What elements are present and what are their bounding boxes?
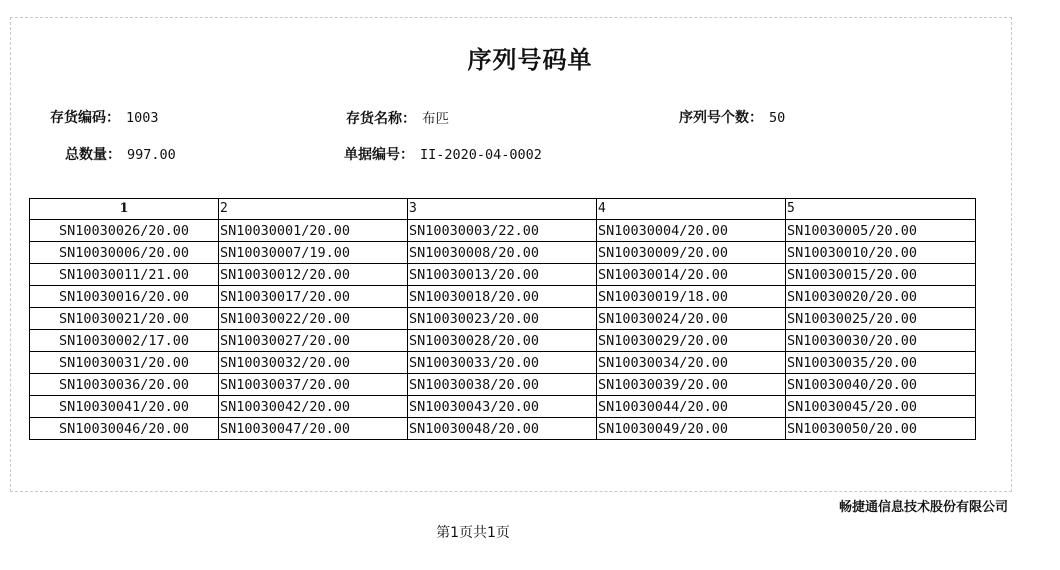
inventory-name-field — [346, 107, 449, 128]
serial-cell: SN10030029/20.00 — [597, 330, 786, 352]
serial-cell: SN10030016/20.00 — [30, 286, 219, 308]
serial-cell: SN10030033/20.00 — [408, 352, 597, 374]
serial-cell: SN10030039/20.00 — [597, 374, 786, 396]
document-title: 序列号码单 — [467, 45, 593, 74]
document-number-value: II-2020-04-0002 — [420, 147, 542, 163]
serial-cell: SN10030012/20.00 — [219, 264, 408, 286]
serial-cell: SN10030007/19.00 — [219, 242, 408, 264]
serial-cell: SN10030031/20.00 — [30, 352, 219, 374]
inventory-name-value: 布匹 — [422, 111, 449, 127]
total-quantity-field — [65, 144, 176, 164]
serial-cell: SN10030006/20.00 — [30, 242, 219, 264]
serial-cell: SN10030044/20.00 — [597, 396, 786, 418]
serial-cell: SN10030035/20.00 — [786, 352, 976, 374]
serial-cell: SN10030045/20.00 — [786, 396, 976, 418]
total-quantity-value: 997.00 — [127, 147, 176, 163]
serial-cell: SN10030010/20.00 — [786, 242, 976, 264]
serial-cell: SN10030018/20.00 — [408, 286, 597, 308]
serial-cell: SN10030011/21.00 — [30, 264, 219, 286]
serial-cell: SN10030005/20.00 — [786, 220, 976, 242]
serial-cell: SN10030034/20.00 — [597, 352, 786, 374]
serial-cell: SN10030050/20.00 — [786, 418, 976, 440]
serial-count-field — [679, 107, 785, 127]
inventory-code-value: 1003 — [126, 110, 159, 126]
document-number-field — [344, 144, 542, 164]
document-number-label: 单据编号： — [344, 147, 414, 163]
table-row — [30, 352, 976, 374]
serial-cell: SN10030028/20.00 — [408, 330, 597, 352]
table-row — [30, 220, 976, 242]
column-header-3: 3 — [408, 199, 597, 220]
serial-cell: SN10030037/20.00 — [219, 374, 408, 396]
serial-cell: SN10030038/20.00 — [408, 374, 597, 396]
serial-cell: SN10030017/20.00 — [219, 286, 408, 308]
serial-cell: SN10030003/22.00 — [408, 220, 597, 242]
page-indicator: 第1页共1页 — [436, 525, 510, 541]
serial-number-table-body — [30, 199, 976, 440]
serial-cell: SN10030023/20.00 — [408, 308, 597, 330]
serial-cell: SN10030032/20.00 — [219, 352, 408, 374]
serial-cell: SN10030021/20.00 — [30, 308, 219, 330]
serial-cell: SN10030015/20.00 — [786, 264, 976, 286]
serial-cell: SN10030025/20.00 — [786, 308, 976, 330]
company-name: 畅捷通信息技术股份有限公司 — [838, 500, 1008, 515]
serial-cell: SN10030048/20.00 — [408, 418, 597, 440]
table-row — [30, 264, 976, 286]
serial-cell: SN10030009/20.00 — [597, 242, 786, 264]
column-header-4: 4 — [597, 199, 786, 220]
serial-cell: SN10030049/20.00 — [597, 418, 786, 440]
serial-cell: SN10030036/20.00 — [30, 374, 219, 396]
table-header-row — [30, 199, 976, 220]
serial-cell: SN10030014/20.00 — [597, 264, 786, 286]
table-row — [30, 286, 976, 308]
inventory-code-label: 存货编码： — [50, 110, 120, 126]
serial-number-table — [29, 198, 976, 440]
column-header-1: 1 — [30, 199, 219, 220]
serial-cell: SN10030024/20.00 — [597, 308, 786, 330]
serial-cell: SN10030046/20.00 — [30, 418, 219, 440]
table-row — [30, 308, 976, 330]
serial-cell: SN10030002/17.00 — [30, 330, 219, 352]
serial-count-label: 序列号个数： — [679, 110, 763, 126]
serial-cell: SN10030047/20.00 — [219, 418, 408, 440]
serial-cell: SN10030043/20.00 — [408, 396, 597, 418]
inventory-name-label: 存货名称： — [346, 111, 416, 127]
serial-count-value: 50 — [769, 110, 786, 126]
serial-cell: SN10030022/20.00 — [219, 308, 408, 330]
table-row — [30, 330, 976, 352]
serial-cell: SN10030008/20.00 — [408, 242, 597, 264]
serial-cell: SN10030013/20.00 — [408, 264, 597, 286]
column-header-5: 5 — [786, 199, 976, 220]
serial-cell: SN10030042/20.00 — [219, 396, 408, 418]
inventory-code-field — [50, 107, 159, 127]
table-row — [30, 418, 976, 440]
serial-cell: SN10030019/18.00 — [597, 286, 786, 308]
serial-cell: SN10030026/20.00 — [30, 220, 219, 242]
table-row — [30, 396, 976, 418]
column-header-2: 2 — [219, 199, 408, 220]
total-quantity-label: 总数量： — [65, 147, 121, 163]
serial-cell: SN10030041/20.00 — [30, 396, 219, 418]
serial-cell: SN10030040/20.00 — [786, 374, 976, 396]
table-row — [30, 242, 976, 264]
serial-cell: SN10030027/20.00 — [219, 330, 408, 352]
table-row — [30, 374, 976, 396]
serial-cell: SN10030020/20.00 — [786, 286, 976, 308]
serial-cell: SN10030004/20.00 — [597, 220, 786, 242]
serial-cell: SN10030030/20.00 — [786, 330, 976, 352]
serial-cell: SN10030001/20.00 — [219, 220, 408, 242]
